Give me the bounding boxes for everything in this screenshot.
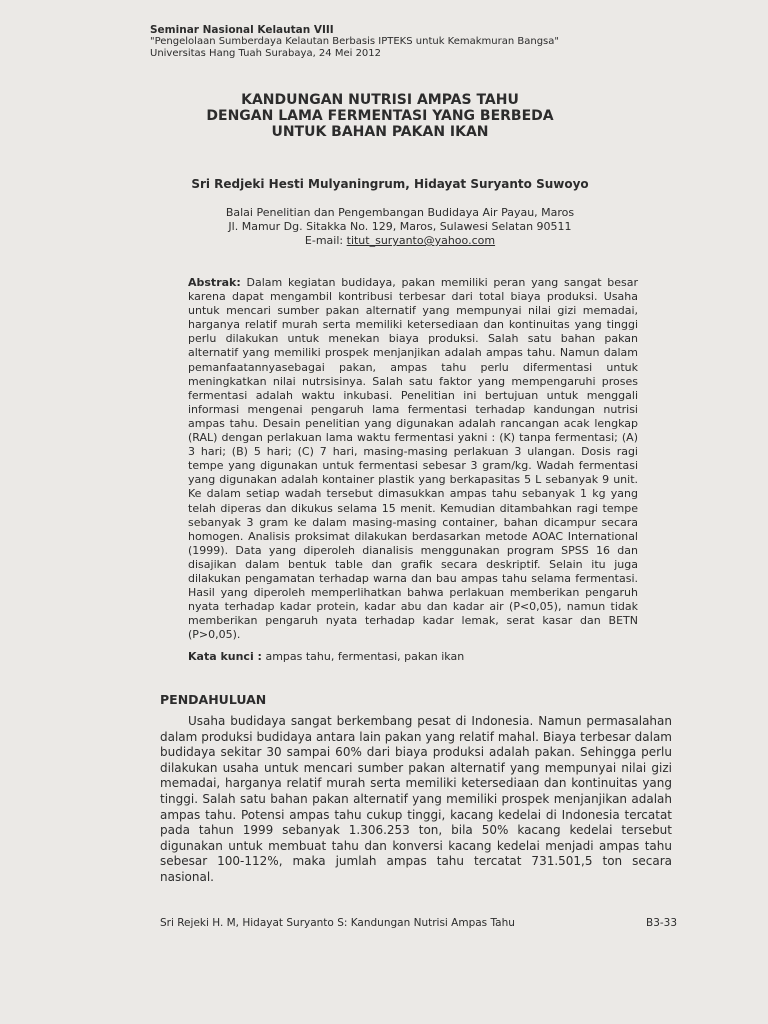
abstract xyxy=(188,276,638,642)
abstract-label: Abstrak: xyxy=(188,276,241,289)
paper-title xyxy=(190,92,570,140)
section-heading: PENDAHULUAN xyxy=(160,692,267,707)
keywords xyxy=(188,650,628,663)
seminar-theme: "Pengelolaan Sumberdaya Kelautan Berbasis IPTEKS untuk Kemakmuran Bangsa" xyxy=(150,36,559,47)
email-line xyxy=(200,234,600,248)
title-line: DENGAN LAMA FERMENTASI YANG BERBEDA xyxy=(206,108,554,124)
page-number: B3-33 xyxy=(646,917,678,929)
author-list: Sri Redjeki Hesti Mulyaningrum, Hidayat Suryanto Suwoyo xyxy=(191,177,589,191)
seminar-name: Seminar Nasional Kelautan VIII xyxy=(150,24,334,36)
institution: Balai Penelitian dan Pengembangan Budidaya Air Payau, Maros xyxy=(225,206,575,219)
affiliation xyxy=(200,206,600,248)
address: Jl. Mamur Dg. Sitakka No. 129, Maros, Sulawesi Selatan 90511 xyxy=(228,220,572,233)
email-label: E-mail: xyxy=(304,234,347,247)
title-line: KANDUNGAN NUTRISI AMPAS TAHU xyxy=(241,92,519,108)
conference-header xyxy=(150,24,559,60)
email-link[interactable]: titut_suryanto@yahoo.com xyxy=(346,234,496,247)
keywords-label: Kata kunci : xyxy=(188,650,262,663)
seminar-venue: Universitas Hang Tuah Surabaya, 24 Mei 2012 xyxy=(150,48,382,59)
title-line: UNTUK BAHAN PAKAN IKAN xyxy=(271,124,489,140)
abstract-text: Dalam kegiatan budidaya, pakan memiliki peran yang sangat besar karena dapat mengambil kontribusi terbesar dari total biaya produksi. Usaha untuk mencari sumber pakan alternatif yang mempunyai nilai gizi memadai, harganya relatif murah serta memiliki ketersediaan dan kontinuitas yang tinggi perlu dilakukan untuk menekan biaya produksi. Salah satu bahan pakan alternatif yang memiliki prospek menjanjikan adalah ampas tahu. Namun dalam pemanfaatannyasebagai pakan, ampas tahu perlu difermentasi untuk meningkatkan nilai nutrsisinya. Salah satu faktor yang mempengaruhi proses fermentasi adalah waktu inkubasi. Penelitian ini bertujuan untuk menggali informasi mengenai pengaruh lama fermentasi terhadap kandungan nutrisi ampas tahu. Desain penelitian yang digunakan adalah rancangan acak lengkap (RAL) dengan perlakuan lama waktu fermentasi yakni : (K) tanpa fermentasi; (A) 3 hari; (B) 5 hari; (C) 7 hari, masing-masing perlakuan 3 ulangan. Dosis ragi tempe yang digunakan untuk fermentasi sebesar 3 gram/kg. Wadah fermentasi yang digunakan adalah kontainer plastik yang berkapasitas 5 L sebanyak 9 unit. Ke dalam setiap wadah tersebut dimasukkan ampas tahu sebanyak 1 kg yang telah diperas dan dikukus selama 15 menit. Kemudian ditambahkan ragi tempe sebanyak 3 gram ke dalam masing-masing container, bahan dicampur secara homogen. Analisis proksimat dilakukan berdasarkan metode AOAC International (1999). Data yang diperoleh dianalisis menggunakan program SPSS 16 dan disajikan dalam bentuk table dan grafik secara deskriptif. Selain itu juga dilakukan pengamatan terhadap warna dan bau ampas tahu selama fermentasi. Hasil yang diperoleh memperlihatkan bahwa perlakuan memberikan pengaruh nyata terhadap kadar protein, kadar abu dan kadar air (P<0,05), namun tidak memberikan pengaruh nyata terhadap kadar lemak, serat kasar dan BETN (P>0,05). xyxy=(188,276,639,642)
keywords-text: ampas tahu, fermentasi, pakan ikan xyxy=(261,650,465,663)
intro-paragraph: Usaha budidaya sangat berkembang pesat di Indonesia. Namun permasalahan dalam produksi budidaya antara lain pakan yang relatif mahal. Biaya terbesar dalam budidaya sekitar 30 sampai 60% dari biaya produksi adalah pakan. Sehingga perlu dilakukan usaha untuk mencari sumber pakan alternatif yang mempunyai nilai gizi memadai, harganya relatif murah serta memiliki ketersediaan dan kontinuitas yang tinggi. Salah satu bahan pakan alternatif yang memiliki prospek menjanjikan adalah ampas tahu. Potensi ampas tahu cukup tinggi, kacang kedelai di Indonesia tercatat pada tahun 1999 sebanyak 1.306.253 ton, bila 50% kacang kedelai tersebut digunakan untuk membuat tahu dan konversi kacang kedelai menjadi ampas tahu sebesar 100-112%, maka jumlah ampas tahu tercatat 731.501,5 ton secara nasional. xyxy=(160,714,672,884)
running-title: Sri Rejeki H. M, Hidayat Suryanto S: Kandungan Nutrisi Ampas Tahu xyxy=(160,917,515,929)
